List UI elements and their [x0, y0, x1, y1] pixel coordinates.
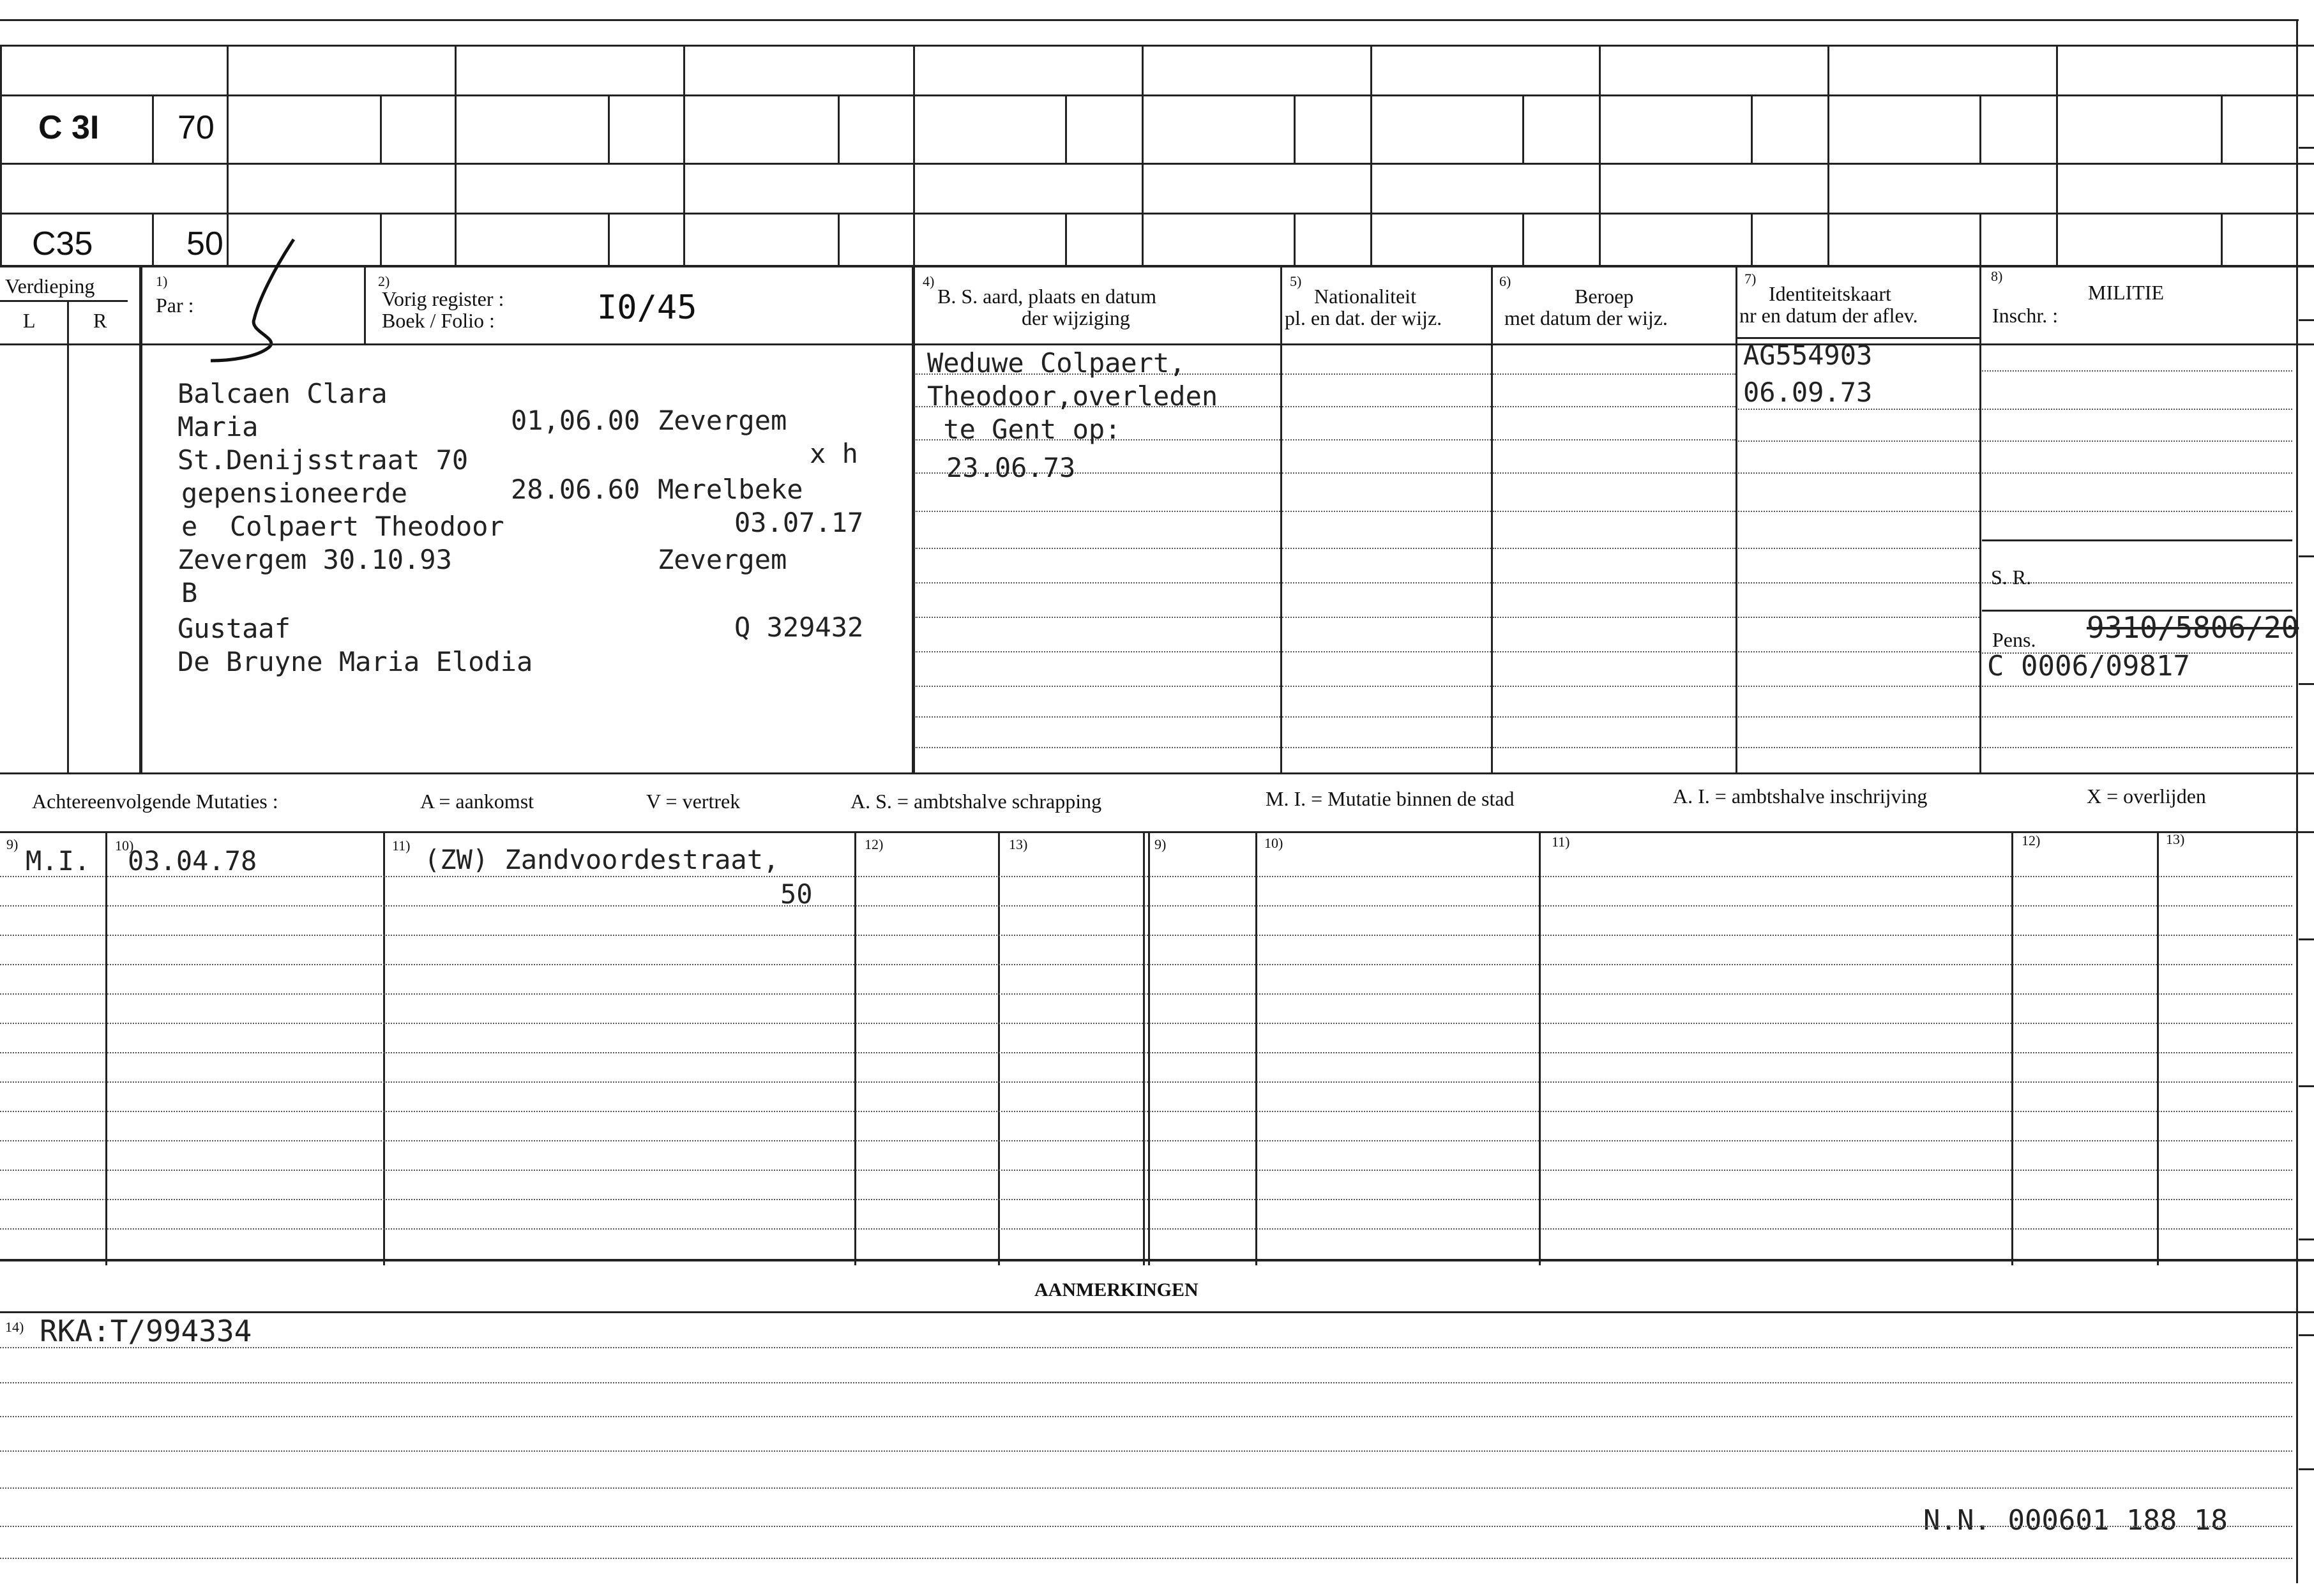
dotted-line: [1982, 511, 2292, 512]
dotted-line: [1738, 440, 1979, 442]
dotted-line: [1282, 747, 1491, 748]
top-grid-major-line: [0, 45, 2, 265]
militie-line: [1982, 539, 2292, 541]
dotted-line: [1282, 617, 1491, 618]
top-grid-minor-line: [1294, 213, 1296, 265]
edge-line: [2296, 19, 2298, 1583]
top-grid-minor-line: [1522, 94, 1524, 163]
remarks-top-line: [0, 1259, 2314, 1261]
place-3: Zevergem: [658, 544, 787, 575]
dotted-line: [1493, 373, 1736, 375]
date-3: 03.07.17: [734, 507, 864, 538]
verdieping-line: [0, 300, 128, 302]
dotted-line: [1982, 472, 2292, 474]
bs-line: 23.06.73: [946, 452, 1076, 483]
mut-col-num: 11): [1552, 834, 1570, 850]
par-number: 1): [156, 273, 168, 289]
person-line: Zevergem 30.10.93: [178, 544, 452, 575]
dotted-line: [914, 716, 1280, 718]
dotted-line: [1282, 582, 1491, 583]
mutation-address: (ZW) Zandvoordestraat,: [424, 844, 780, 875]
dotted-line: [0, 1558, 2292, 1559]
par-label: Par :: [156, 294, 194, 317]
mutation-type: M.I.: [26, 845, 91, 877]
dotted-line: [1493, 472, 1736, 474]
dotted-line: [1738, 686, 1979, 687]
dotted-line: [0, 1052, 2292, 1053]
militie-pens-label: Pens.: [1992, 628, 2036, 651]
dotted-line: [0, 1140, 2292, 1141]
dotted-line: [0, 1526, 2292, 1527]
dotted-line: [0, 1023, 2292, 1024]
edge-tick: [2299, 1238, 2314, 1240]
column-line: [1280, 265, 1282, 772]
nat-number: 5): [1290, 273, 1302, 289]
dotted-line: [914, 548, 1280, 549]
top-grid-major-line: [1599, 45, 1601, 265]
legend-item: A. S. = ambtshalve schrapping: [851, 790, 1102, 813]
pens-struck-value: 9310/5806/20: [2087, 610, 2299, 645]
legend-item: X = overlijden: [2087, 785, 2206, 808]
legend-item: A. I. = ambtshalve inschrijving: [1673, 785, 1928, 808]
top-grid-minor-line: [1065, 213, 1067, 265]
top-grid-minor-line: [152, 213, 154, 265]
top-row1-number: 70: [178, 109, 215, 146]
mut-col-num: 13): [2166, 831, 2185, 847]
person-line: gepensioneerde: [181, 478, 408, 509]
id-card-date: 06.09.73: [1743, 377, 1873, 408]
beroep-number: 6): [1499, 273, 1511, 289]
dotted-line: [1282, 716, 1491, 718]
date-2: 28.06.60: [511, 474, 640, 505]
mutation-column-line: [854, 831, 856, 1265]
edge-tick: [2299, 1468, 2314, 1470]
dotted-line: [0, 993, 2292, 995]
column-line: [364, 265, 366, 345]
person-line: Maria: [178, 411, 259, 442]
vorig-label: Vorig register :: [382, 287, 504, 310]
remarks-entry: RKA:T/994334: [40, 1314, 252, 1348]
top-grid-minor-line: [838, 94, 840, 163]
dotted-line: [1982, 440, 2292, 442]
mut-col-num: 9): [1154, 836, 1167, 852]
dotted-line: [1738, 511, 1979, 512]
nat-label: Nationaliteit: [1314, 285, 1416, 308]
top-grid-major-line: [1827, 45, 1829, 265]
dotted-line: [1282, 472, 1491, 474]
top-grid-major-line: [455, 45, 457, 265]
bs-number: 4): [923, 273, 935, 289]
legend-title: Achtereenvolgende Mutaties :: [32, 790, 278, 813]
dotted-line: [914, 686, 1280, 687]
person-line: e Colpaert Theodoor: [181, 511, 504, 542]
dotted-line: [914, 511, 1280, 512]
militie-number: 8): [1991, 268, 2003, 284]
top-grid-minor-line: [2221, 213, 2223, 265]
top-row1-code: C 3I: [38, 109, 100, 146]
person-line: St.Denijsstraat 70: [178, 444, 469, 476]
dotted-line: [1493, 548, 1736, 549]
dotted-line: [914, 651, 1280, 652]
dotted-line: [1282, 686, 1491, 687]
top-grid-major-line: [683, 45, 685, 265]
id-label-2: nr en datum der aflev.: [1739, 304, 1918, 327]
mutation-column-line: [998, 831, 1000, 1265]
mutation-column-line: [1539, 831, 1541, 1265]
dotted-line: [914, 747, 1280, 748]
dotted-line: [1738, 582, 1979, 583]
place-2: Merelbeke: [658, 474, 803, 505]
mut-col-num: 12): [865, 836, 884, 852]
legend-item: A = aankomst: [420, 790, 534, 813]
dotted-line: [1493, 582, 1736, 583]
dotted-line: [1738, 716, 1979, 718]
mutation-column-line: [1255, 831, 1257, 1265]
top-grid-minor-line: [2221, 94, 2223, 163]
signature-mark: [198, 230, 319, 370]
edge-tick: [2299, 1334, 2314, 1336]
dotted-line: [1982, 716, 2292, 718]
verdieping-left: L: [23, 309, 36, 332]
verdieping-split: [67, 300, 69, 772]
dotted-line: [0, 1228, 2292, 1230]
column-line: [1979, 265, 1981, 772]
dotted-line: [0, 876, 2292, 877]
beroep-label: Beroep: [1575, 285, 1634, 308]
column-line: [139, 265, 142, 772]
mutation-house-number: 50: [780, 878, 813, 910]
dotted-line: [1282, 373, 1491, 375]
dotted-line: [1738, 617, 1979, 618]
bs-line: te Gent op:: [927, 414, 1121, 445]
dotted-line: [0, 1081, 2292, 1083]
dotted-line: [1738, 651, 1979, 652]
mutation-column-line: [1148, 831, 1150, 1265]
dotted-line: [1282, 548, 1491, 549]
vorig-number: 2): [378, 273, 390, 289]
edge-tick: [2299, 319, 2314, 321]
dotted-line: [1493, 511, 1736, 512]
top-grid-minor-line: [380, 213, 382, 265]
militie-title: MILITIE: [2088, 281, 2165, 304]
dotted-line: [1493, 747, 1736, 748]
mutation-column-line: [383, 831, 385, 1265]
dotted-line: [0, 1199, 2292, 1200]
dotted-line: [0, 935, 2292, 936]
dotted-line: [914, 617, 1280, 618]
beroep-label-2: met datum der wijz.: [1504, 306, 1668, 329]
top-grid-minor-line: [1522, 213, 1524, 265]
top-grid-minor-line: [380, 94, 382, 163]
mutation-column-line: [2011, 831, 2013, 1265]
vorig-register-value: I0/45: [597, 289, 697, 327]
top-grid-minor-line: [1979, 213, 1981, 265]
pens-new-value: C 0006/09817: [1987, 650, 2190, 682]
top-grid-line: [0, 163, 2314, 165]
dotted-line: [0, 1170, 2292, 1171]
edge-tick: [2299, 1085, 2314, 1087]
top-grid-line: [0, 94, 2314, 96]
bs-line: Weduwe Colpaert,: [927, 347, 1186, 379]
top-grid-minor-line: [1751, 94, 1753, 163]
legend-bottom-line: [0, 831, 2314, 833]
column-line: [912, 265, 915, 772]
militie-inschr-label: Inschr. :: [1992, 304, 2059, 327]
dotted-line: [1282, 439, 1491, 440]
mut-col-num: 10): [115, 838, 134, 854]
header-bottom-line: [0, 343, 2314, 345]
boek-folio-label: Boek / Folio :: [382, 309, 495, 332]
dotted-line: [1738, 548, 1979, 549]
mut-col-num: 12): [2022, 832, 2041, 848]
top-grid-minor-line: [152, 94, 154, 163]
bs-label: B. S. aard, plaats en datum: [937, 285, 1157, 308]
column-line: [1736, 265, 1737, 772]
id-number: 7): [1744, 271, 1757, 287]
bs-label-2: der wijziging: [1022, 306, 1130, 329]
verdieping-label: Verdieping: [5, 275, 95, 297]
mut-col-num: 13): [1009, 836, 1028, 852]
person-line: Balcaen Clara: [178, 378, 388, 409]
dotted-line: [1982, 370, 2292, 372]
dotted-line: [1493, 716, 1736, 718]
dotted-line: [1982, 747, 2292, 748]
top-grid-line: [0, 213, 2314, 215]
edge-tick: [2299, 683, 2314, 685]
mut-col-num: 10): [1264, 835, 1283, 851]
dotted-line: [1493, 686, 1736, 687]
top-grid-minor-line: [608, 213, 610, 265]
dotted-line: [1982, 686, 2292, 687]
dotted-line: [1282, 511, 1491, 512]
dotted-line: [1982, 409, 2292, 410]
edge-tick: [2299, 555, 2314, 557]
dotted-line: [1738, 472, 1979, 474]
top-grid-minor-line: [838, 213, 840, 265]
dotted-line: [0, 1416, 2292, 1417]
id-label: Identiteitskaart: [1769, 282, 1891, 305]
edge-tick: [2299, 938, 2314, 940]
top-grid-line: [0, 265, 2314, 267]
top-grid-minor-line: [1979, 94, 1981, 163]
birth-date: 01,06.00: [511, 405, 640, 436]
dotted-line: [1282, 406, 1491, 407]
body-bottom-line: [0, 772, 2314, 774]
remarks-title-line: [0, 1311, 2314, 1313]
top-grid-line: [0, 45, 2314, 47]
dotted-line: [1493, 651, 1736, 652]
top-row2-number: 50: [186, 225, 223, 262]
mutation-date: 03.04.78: [128, 845, 257, 877]
dotted-line: [0, 1111, 2292, 1112]
dotted-line: [0, 964, 2292, 965]
top-edge-line: [0, 19, 2299, 21]
person-code: Q 329432: [734, 612, 864, 643]
person-line: Gustaaf: [178, 613, 291, 644]
remarks-title: AANMERKINGEN: [1034, 1279, 1199, 1300]
person-line: De Bruyne Maria Elodia: [178, 646, 533, 677]
top-grid-major-line: [2056, 45, 2058, 265]
column-line: [1491, 265, 1493, 772]
legend-item: M. I. = Mutatie binnen de stad: [1266, 787, 1515, 810]
dotted-line: [1282, 651, 1491, 652]
dotted-line: [0, 1382, 2292, 1383]
birth-place: Zevergem: [658, 405, 787, 436]
id-card-number: AG554903: [1743, 340, 1873, 371]
verdieping-right: R: [93, 309, 107, 332]
top-row2-code: C35: [32, 225, 93, 262]
legend-item: V = vertrek: [646, 790, 741, 813]
person-line: B: [181, 577, 198, 608]
mutation-column-line: [1143, 831, 1145, 1265]
top-grid-minor-line: [1751, 213, 1753, 265]
mut-col-num: 11): [392, 838, 411, 854]
bs-line: Theodoor,overleden: [927, 380, 1218, 412]
top-grid-major-line: [913, 45, 915, 265]
top-grid-minor-line: [608, 94, 610, 163]
mut-col-num: 9): [6, 836, 19, 852]
dotted-line: [0, 1487, 2292, 1489]
national-number: N.N. 000601 188 18: [1923, 1504, 2228, 1537]
top-grid-major-line: [1370, 45, 1372, 265]
dotted-line: [0, 1347, 2292, 1348]
dotted-line: [1493, 406, 1736, 407]
dotted-line: [1738, 747, 1979, 748]
mutation-column-line: [2157, 831, 2159, 1265]
id-header-line: [1737, 337, 1979, 339]
marker: x h: [810, 438, 858, 469]
nat-label-2: pl. en dat. der wijz.: [1285, 306, 1442, 329]
top-grid-minor-line: [1294, 94, 1296, 163]
dotted-line: [1493, 617, 1736, 618]
dotted-line: [1738, 409, 1979, 410]
mutation-column-line: [105, 831, 107, 1265]
top-grid-major-line: [1142, 45, 1144, 265]
dotted-line: [1493, 439, 1736, 440]
dotted-line: [914, 582, 1280, 583]
militie-sr-label: S. R.: [1991, 566, 2032, 589]
remarks-number: 14): [5, 1319, 24, 1335]
top-grid-minor-line: [1065, 94, 1067, 163]
edge-tick: [2299, 147, 2314, 149]
dotted-line: [0, 905, 2292, 907]
dotted-line: [0, 1450, 2292, 1452]
